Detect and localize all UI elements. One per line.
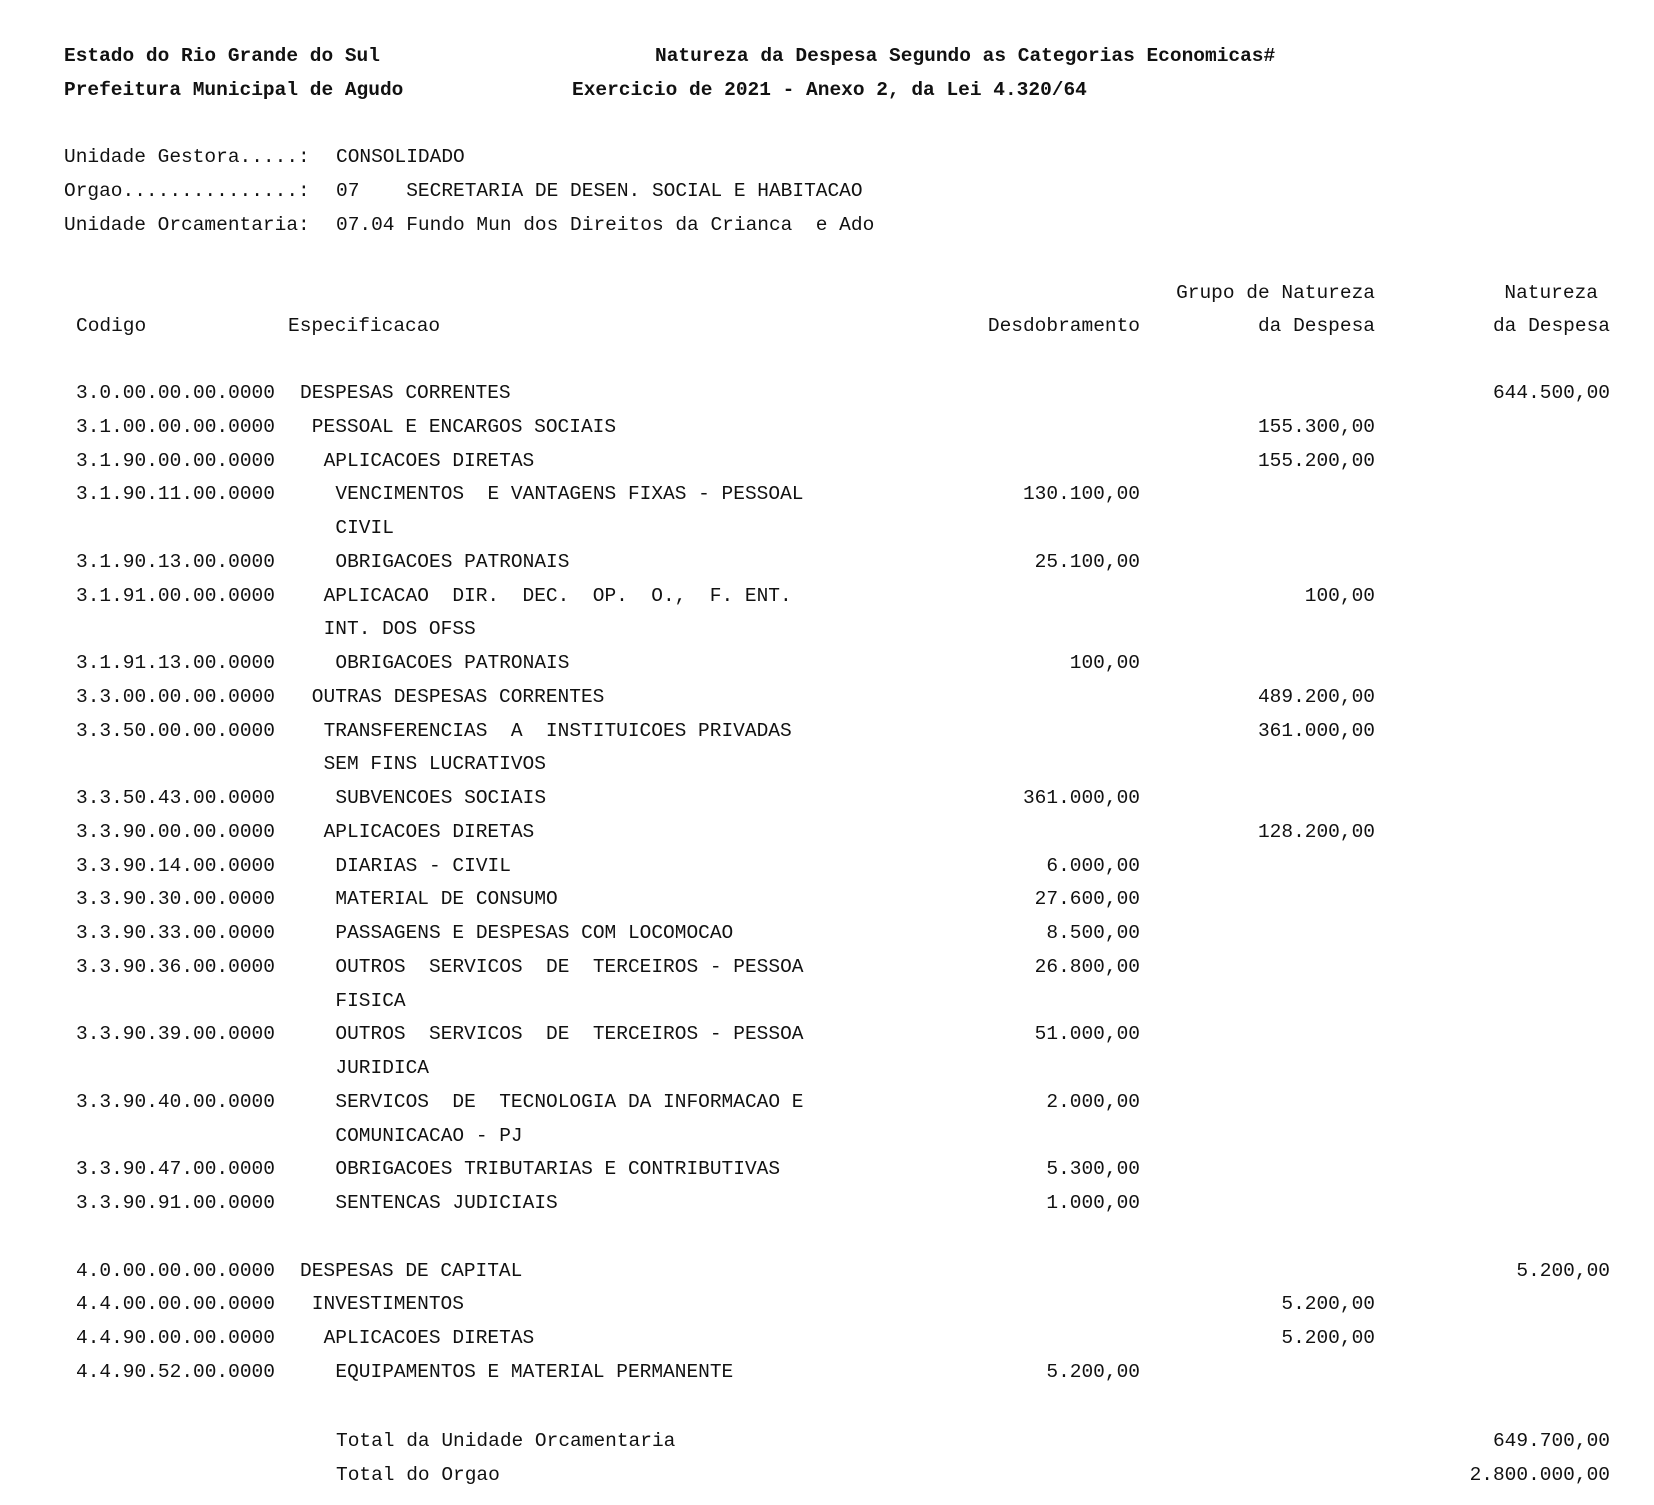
row-specification: DIARIAS - CIVIL [335,854,511,877]
column-header-desdobramento: Desdobramento [987,315,1140,337]
row-desdobramento-value: 51.000,00 [1034,1023,1140,1046]
info-label-unidade-gestora: Unidade Gestora.....: [64,146,310,168]
row-grupo-value: 5.200,00 [1281,1327,1375,1349]
exercise-line: Exercicio de 2021 - Anexo 2, da Lei 4.320/64 [572,79,1087,101]
row-code: 3.1.90.11.00.0000 [76,483,275,506]
info-label-unidade-orcamentaria: Unidade Orcamentaria: [64,214,310,236]
row-grupo-value: 100,00 [1304,584,1375,607]
row-grupo-value: 155.300,00 [1257,415,1375,438]
row-desdobramento-value: 2.000,00 [1046,1090,1140,1113]
row-natureza-value: 644.500,00 [1492,382,1610,404]
municipality-name: Prefeitura Municipal de Agudo [64,79,404,101]
row-specification: OBRIGACOES PATRONAIS [335,550,570,573]
total-label: Total da Unidade Orcamentaria [336,1430,676,1452]
row-code: 3.3.90.33.00.0000 [76,922,275,944]
row-code: 3.0.00.00.00.0000 [76,382,275,404]
row-specification: SERVICOS DE TECNOLOGIA DA INFORMACAO E [335,1090,804,1113]
row-natureza-value: 5.200,00 [1516,1259,1610,1282]
total-label: Total do Orgao [336,1463,500,1486]
row-specification: APLICACOES DIRETAS [323,1327,535,1349]
row-code: 3.3.90.40.00.0000 [76,1090,275,1113]
report-title: Natureza da Despesa Segundo as Categorias Economicas# [655,45,1276,67]
row-desdobramento-value: 5.200,00 [1046,1360,1140,1383]
state-name: Estado do Rio Grande do Sul [64,45,380,67]
row-specification: MATERIAL DE CONSUMO [335,888,558,911]
row-specification: PASSAGENS E DESPESAS COM LOCOMOCAO [335,922,734,944]
row-specification: FISICA [335,989,406,1012]
row-desdobramento-value: 1.000,00 [1046,1192,1140,1214]
row-code: 3.3.90.30.00.0000 [76,888,275,911]
row-specification: SEM FINS LUCRATIVOS [323,753,546,776]
info-value-unidade-gestora: CONSOLIDADO [336,146,465,168]
row-specification: DESPESAS CORRENTES [300,382,511,404]
row-code: 3.3.90.00.00.0000 [76,820,275,843]
row-specification: OUTROS SERVICOS DE TERCEIROS - PESSOA [335,1023,804,1046]
row-code: 3.1.91.00.00.0000 [76,584,275,607]
row-desdobramento-value: 100,00 [1069,652,1140,674]
row-code: 4.4.90.00.00.0000 [76,1327,275,1349]
row-specification: OUTROS SERVICOS DE TERCEIROS - PESSOA [335,955,804,978]
row-code: 3.3.90.36.00.0000 [76,955,275,978]
row-specification: PESSOAL E ENCARGOS SOCIAIS [311,415,617,438]
row-desdobramento-value: 361.000,00 [1022,787,1140,809]
row-desdobramento-value: 26.800,00 [1034,955,1140,978]
row-specification: OUTRAS DESPESAS CORRENTES [311,685,605,708]
column-header-natureza-line1: Natureza [1504,282,1598,304]
row-code: 3.1.91.13.00.0000 [76,652,275,674]
row-grupo-value: 361.000,00 [1257,719,1375,742]
info-value-orgao: 07 SECRETARIA DE DESEN. SOCIAL E HABITACAO [336,180,863,202]
row-specification: SUBVENCOES SOCIAIS [335,787,547,809]
row-desdobramento-value: 5.300,00 [1046,1158,1140,1181]
column-header-especificacao: Especificacao [288,315,441,337]
row-desdobramento-value: 27.600,00 [1034,888,1140,911]
column-header-natureza-line2: da Despesa [1492,315,1610,337]
total-value: 649.700,00 [1492,1430,1610,1452]
row-specification: INT. DOS OFSS [323,618,476,641]
row-desdobramento-value: 25.100,00 [1034,550,1140,573]
row-specification: EQUIPAMENTOS E MATERIAL PERMANENTE [335,1360,734,1383]
row-grupo-value: 155.200,00 [1257,449,1375,472]
row-code: 3.3.90.39.00.0000 [76,1023,275,1046]
row-grupo-value: 5.200,00 [1281,1293,1375,1316]
row-specification: APLICACAO DIR. DEC. OP. O., F. ENT. [323,584,792,607]
total-value: 2.800.000,00 [1469,1463,1610,1486]
column-header-grupo-line2: da Despesa [1257,315,1375,337]
row-code: 3.3.90.47.00.0000 [76,1158,275,1181]
row-specification: OBRIGACOES TRIBUTARIAS E CONTRIBUTIVAS [335,1158,781,1181]
row-specification: JURIDICA [335,1057,430,1079]
row-code: 3.3.50.00.00.0000 [76,719,275,742]
row-specification: APLICACOES DIRETAS [323,449,535,472]
row-desdobramento-value: 130.100,00 [1022,483,1140,506]
row-specification: VENCIMENTOS E VANTAGENS FIXAS - PESSOAL [335,483,804,506]
row-code: 3.3.50.43.00.0000 [76,787,275,809]
row-specification: CIVIL [335,517,394,539]
row-specification: INVESTIMENTOS [311,1293,464,1316]
row-specification: DESPESAS DE CAPITAL [300,1259,523,1282]
row-code: 3.1.90.13.00.0000 [76,550,275,573]
row-code: 4.0.00.00.00.0000 [76,1259,275,1282]
row-grupo-value: 128.200,00 [1257,820,1375,843]
column-header-grupo-line1: Grupo de Natureza [1176,282,1375,304]
column-header-codigo: Codigo [76,315,147,337]
info-label-orgao: Orgao...............: [64,180,310,202]
row-grupo-value: 489.200,00 [1257,685,1375,708]
row-code: 3.3.00.00.00.0000 [76,685,275,708]
info-value-unidade-orcamentaria: 07.04 Fundo Mun dos Direitos da Crianca e Ado [336,214,875,236]
row-code: 3.3.90.91.00.0000 [76,1192,275,1214]
row-code: 3.1.90.00.00.0000 [76,449,275,472]
row-specification: COMUNICACAO - PJ [335,1124,523,1147]
row-code: 4.4.90.52.00.0000 [76,1360,275,1383]
row-desdobramento-value: 8.500,00 [1046,922,1140,944]
row-code: 4.4.00.00.00.0000 [76,1293,275,1316]
row-code: 3.3.90.14.00.0000 [76,854,275,877]
row-specification: OBRIGACOES PATRONAIS [335,652,570,674]
row-desdobramento-value: 6.000,00 [1046,854,1140,877]
row-code: 3.1.00.00.00.0000 [76,415,275,438]
row-specification: TRANSFERENCIAS A INSTITUICOES PRIVADAS [323,719,792,742]
row-specification: SENTENCAS JUDICIAIS [335,1192,558,1214]
row-specification: APLICACOES DIRETAS [323,820,535,843]
